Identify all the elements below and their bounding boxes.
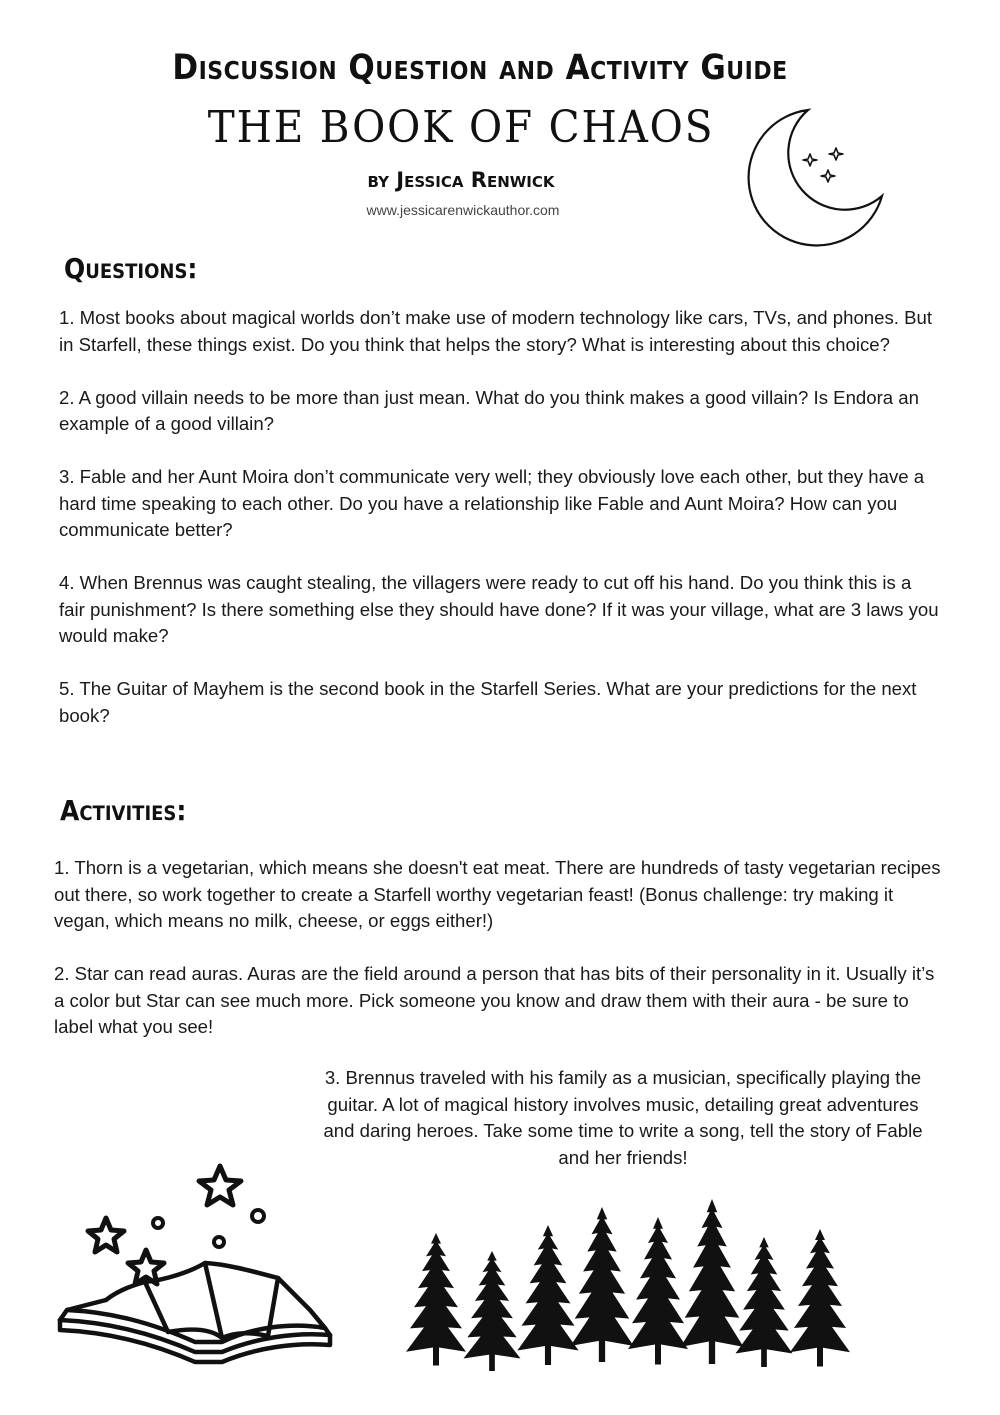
activity-2: 2. Star can read auras. Auras are the field around a person that has bits of their personality in it. Usually it’s a color but Star can see much more. Pick someone you know and draw them with their aura - be sure to label what you see! — [54, 963, 935, 1037]
question-4: 4. When Brennus was caught stealing, the villagers were ready to cut off his hand. Do you think this is a fair punishment? Is there something else they should have done? If it was your village, what are 3 laws you would make? — [59, 572, 939, 646]
guide-title: Discussion Question and Activity Guide — [172, 47, 788, 89]
author-website: www.jessicarenwickauthor.com — [366, 202, 560, 218]
question-5: 5. The Guitar of Mayhem is the second book in the Starfell Series. What are your predictions for the next book? — [59, 678, 917, 726]
activities-heading: Activities: — [60, 794, 187, 827]
pine-forest-icon — [400, 1195, 870, 1375]
questions-list — [59, 305, 939, 756]
activity-3: 3. Brennus traveled with his family as a musician, specifically playing the guitar. A lot of magical history involves music, detailing great adventures and daring heroes. Take some time to write a song, tell the story of Fable and her friends! — [323, 1067, 923, 1168]
activities-list — [54, 855, 944, 1067]
question-1: 1. Most books about magical worlds don’t make use of modern technology like cars, TVs, and phones. But in Starfell, these things exist. Do you think that helps the story? What is interesting about this choice? — [59, 307, 932, 355]
question-2: 2. A good villain needs to be more than just mean. What do you think makes a good villain? Is Endora an example of a good villain? — [59, 386, 919, 434]
activity-1: 1. Thorn is a vegetarian, which means she doesn't eat meat. There are hundreds of tasty vegetarian recipes out there, so work together to create a Starfell worthy vegetarian feast! (Bonus challenge: try making it vegan, which means no milk, cheese, or eggs either!) — [54, 857, 941, 931]
open-book-stars-icon — [50, 1160, 340, 1370]
book-title: THE BOOK OF CHAOS — [207, 102, 715, 153]
questions-heading: Questions: — [64, 252, 198, 285]
author-byline: by Jessica Renwick — [367, 168, 555, 192]
crescent-moon-icon — [740, 104, 890, 254]
question-3: 3. Fable and her Aunt Moira don’t communicate very well; they obviously love each other, but they have a hard time speaking to each other. Do you have a relationship like Fable and Aunt Moira? How can you communicate better? — [59, 466, 925, 540]
